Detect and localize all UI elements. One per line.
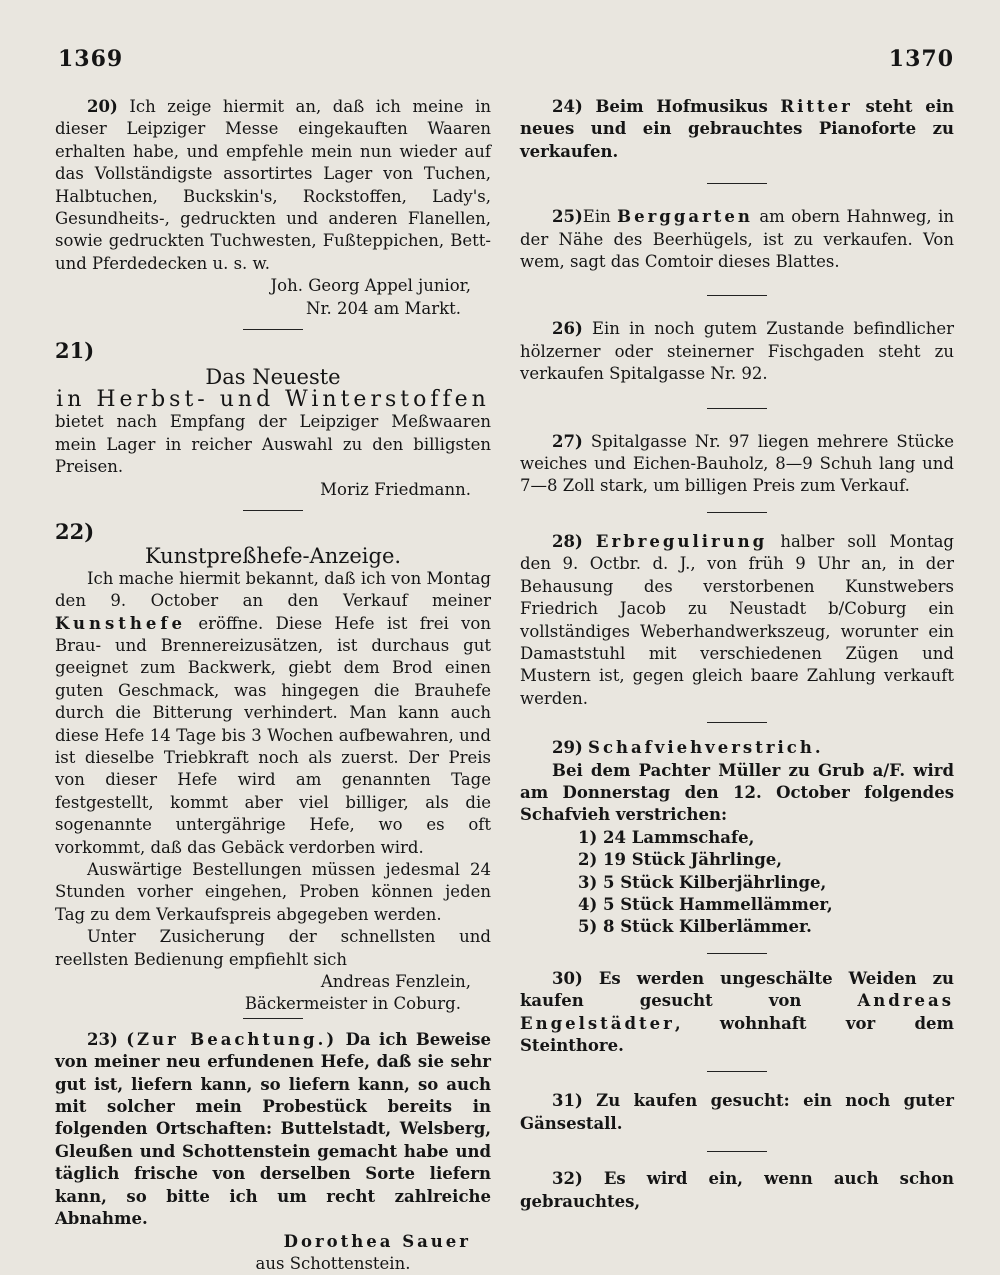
ad-number: 22) (55, 518, 95, 544)
ad-31 (520, 1090, 954, 1135)
separator-rule (243, 329, 303, 330)
ad-29-list (578, 827, 954, 939)
ad-21-signature: Moriz Friedmann. (320, 479, 471, 499)
separator-rule (707, 183, 767, 184)
ad-text: halber soll Montag den 9. Octbr. d. J., von früh 9 Uhr an, in der Behausung des verstorbenen Kunstwebers Friedrich Jacob zu Neustadt b/Coburg ein vollständiges Weberhandwerkszeug, worunter ein Damaststuhl mit verschiedenen Zügen und Mustern ist, gegen gleich baare Zahlung verkauft werden. (520, 531, 954, 708)
list-item: 1) 24 Lammschafe, (578, 827, 755, 847)
ad-21-heading-line (55, 340, 491, 389)
ad-number: 31) (552, 1091, 583, 1111)
ad-number: 26) (552, 319, 583, 339)
separator-rule (707, 1071, 767, 1072)
ad-number: 28) (552, 531, 583, 551)
ad-22-title: Bäckermeister in Coburg. (244, 994, 461, 1014)
ad-29-body: Bei dem Pachter Müller zu Grub a/F. wird am Donnerstag den 12. October folgendes Schafvieh verstrichen: (520, 760, 954, 825)
right-column (520, 96, 954, 1213)
ad-text: Es wird ein, wenn auch schon gebrauchtes, (520, 1169, 954, 1211)
list-item: 3) 5 Stück Kilberjährlinge, (578, 872, 827, 892)
ad-number: 20) (87, 97, 118, 116)
ad-29 (520, 737, 954, 939)
ad-22-heading-line (55, 518, 491, 569)
ad-number: 30) (552, 968, 583, 988)
ad-22-orders: Auswärtige Bestellungen müssen jedesmal 24 Stunden vorher eingehen, Proben können jeden Tag zu dem Verkaufspreis abgegeben werden. (55, 860, 491, 924)
ad-22-closing: Unter Zusicherung der schnellsten und reellsten Bedienung empfiehlt sich (55, 927, 491, 969)
separator-rule (243, 510, 303, 511)
page-number-left: 1369 (58, 46, 124, 72)
ad-name: Andreas Engelstädter (520, 991, 954, 1033)
ad-23 (55, 1029, 491, 1275)
ad-number: 27) (552, 431, 583, 451)
ad-20-signature: Joh. Georg Appel junior, (270, 276, 471, 296)
ad-text: eröffne. Diese Hefe ist frei von Brau- und Brennereizusätzen, ist durchaus gut geeignet zum Backwerk, giebt dem Brod einen guten Geschmack, was hingegen die Brauhefe durch die Bitterung verhindert. Man kann auch diese Hefe 14 Tage bis 3 Wochen aufbewahren, und ist dieselbe Triebkraft noch als zuerst. Der Preis von dieser Hefe wird am genannten Tage festgestellt, kommt aber viel billiger, als die sogenannte untergährige Hefe, wo es oft vorkommt, daß das Gebäck verdorben wird. (55, 613, 491, 857)
ad-text: Ein (582, 207, 618, 227)
ad-21-heading: Das Neueste (205, 365, 341, 390)
ad-text: Spitalgasse Nr. 97 liegen mehrere Stücke weiches und Eichen-Bauholz, 8—9 Schuh lang und 7—8 Zoll stark, um billigen Preis zum Verkauf. (520, 431, 954, 496)
ad-heading: Schafviehverstrich. (588, 738, 824, 758)
ad-text: Ich mache hiermit bekannt, daß ich von Montag den 9. October an den Verkauf meiner (55, 568, 491, 611)
ad-23-signature: Dorothea Sauer (283, 1231, 471, 1251)
ad-25-body (520, 206, 954, 273)
ad-22 (55, 518, 491, 1016)
ad-text: Zu kaufen gesucht: ein noch guter Gänsestall. (520, 1091, 954, 1133)
ad-number: 24) (552, 97, 583, 116)
ad-keyword: Erbregulirung (595, 531, 768, 551)
ad-32 (520, 1168, 954, 1213)
separator-rule (707, 1151, 767, 1152)
ad-22-body (55, 568, 491, 859)
ad-22-signature: Andreas Fenzlein, (320, 972, 471, 992)
ad-text: Ich zeige hiermit an, daß ich meine in dieser Leipziger Messe eingekauften Waaren erhalten habe, und empfehle mein nun wieder auf das Vollständigste assortirtes Lager von Tuchen, Halbtuchen, Buckskin's, Rockstoffen, Lady's, Gesundheits-, gedruckten und anderen Flanellen, sowie gedruckten Tuchwesten, Fußteppichen, Bett- und Pferdedecken u. s. w. (55, 97, 492, 273)
ad-text: Es werden ungeschälte Weiden zu kaufen gesucht von (520, 968, 954, 1011)
ad-keyword: Berggarten (617, 207, 753, 227)
ad-number: 21) (55, 338, 95, 364)
ad-29-heading (520, 737, 954, 759)
separator-rule (707, 408, 767, 409)
list-item: 4) 5 Stück Hammellämmer, (578, 894, 833, 914)
ad-22-heading: Kunstpreßhefe-Anzeige. (144, 544, 402, 569)
ad-number: 29) (552, 738, 583, 758)
ad-20-address: Nr. 204 am Markt. (306, 298, 461, 318)
ad-text: Ein in noch gutem Zustande befindlicher hölzerner oder steinerner Fischgaden steht zu verkaufen Spitalgasse Nr. 92. (520, 319, 955, 384)
ad-label: (Zur Beachtung.) (126, 1029, 338, 1049)
left-column (55, 96, 491, 1275)
ad-23-body (55, 1029, 491, 1231)
ad-21 (55, 340, 491, 501)
ad-21-body: bietet nach Empfang der Leipziger Meßwaaren mein Lager in reicher Auswahl zu den billigsten Preisen. (55, 412, 491, 477)
ad-21-subheading: in Herbst- und Winterstoffen (56, 386, 490, 412)
separator-rule (707, 512, 767, 513)
ad-number: 25) (552, 207, 583, 227)
ad-20 (55, 96, 491, 320)
ad-text: Da ich Beweise von meiner neu erfundenen Hefe, daß sie sehr gut ist, liefern kann, so liefern kann, so auch mit solcher mein Probestück bereits in folgenden Ortschaften: Buttelstadt, Welsberg, Gleußen und Schottenstein gemacht habe und täglich frische von derselben Sorte liefern kann, so bitte ich um recht zahlreiche Abnahme. (55, 1029, 492, 1229)
ad-28-body (520, 531, 954, 710)
ad-24 (520, 96, 954, 163)
separator-rule (707, 953, 767, 954)
ad-23-origin: aus Schottenstein. (255, 1253, 411, 1273)
ad-32-body (520, 1168, 954, 1213)
ad-text: am obern Hahnweg, in der Nähe des Beerhügels, ist zu verkaufen. Von wem, sagt das Comtoir dieses Blattes. (520, 207, 954, 272)
ad-30 (520, 968, 954, 1058)
ad-25 (520, 206, 954, 273)
page-number-right: 1370 (888, 46, 954, 72)
ad-27-body (520, 431, 954, 498)
ad-28 (520, 531, 954, 710)
ad-30-body (520, 968, 954, 1058)
ad-text: , wohnhaft vor dem Steinthore. (520, 1013, 954, 1055)
ad-26 (520, 318, 954, 385)
ad-26-body (520, 318, 954, 385)
ad-27 (520, 431, 954, 498)
separator-rule (707, 722, 767, 723)
ad-31-body (520, 1090, 954, 1135)
list-item: 5) 8 Stück Kilberlämmer. (578, 917, 812, 937)
separator-rule (243, 1018, 303, 1019)
ad-text: steht ein neues und ein gebrauchtes Pianoforte zu verkaufen. (520, 97, 954, 161)
ad-20-body (55, 96, 491, 275)
list-item: 2) 19 Stück Jährlinge, (578, 850, 782, 870)
ad-number: 32) (552, 1169, 583, 1189)
ad-name: Ritter (780, 97, 853, 116)
ad-24-body (520, 96, 954, 163)
ad-text: Beim Hofmusikus (595, 97, 781, 116)
separator-rule (707, 295, 767, 296)
ad-keyword: Kunsthefe (55, 613, 186, 633)
ad-number: 23) (87, 1029, 118, 1049)
